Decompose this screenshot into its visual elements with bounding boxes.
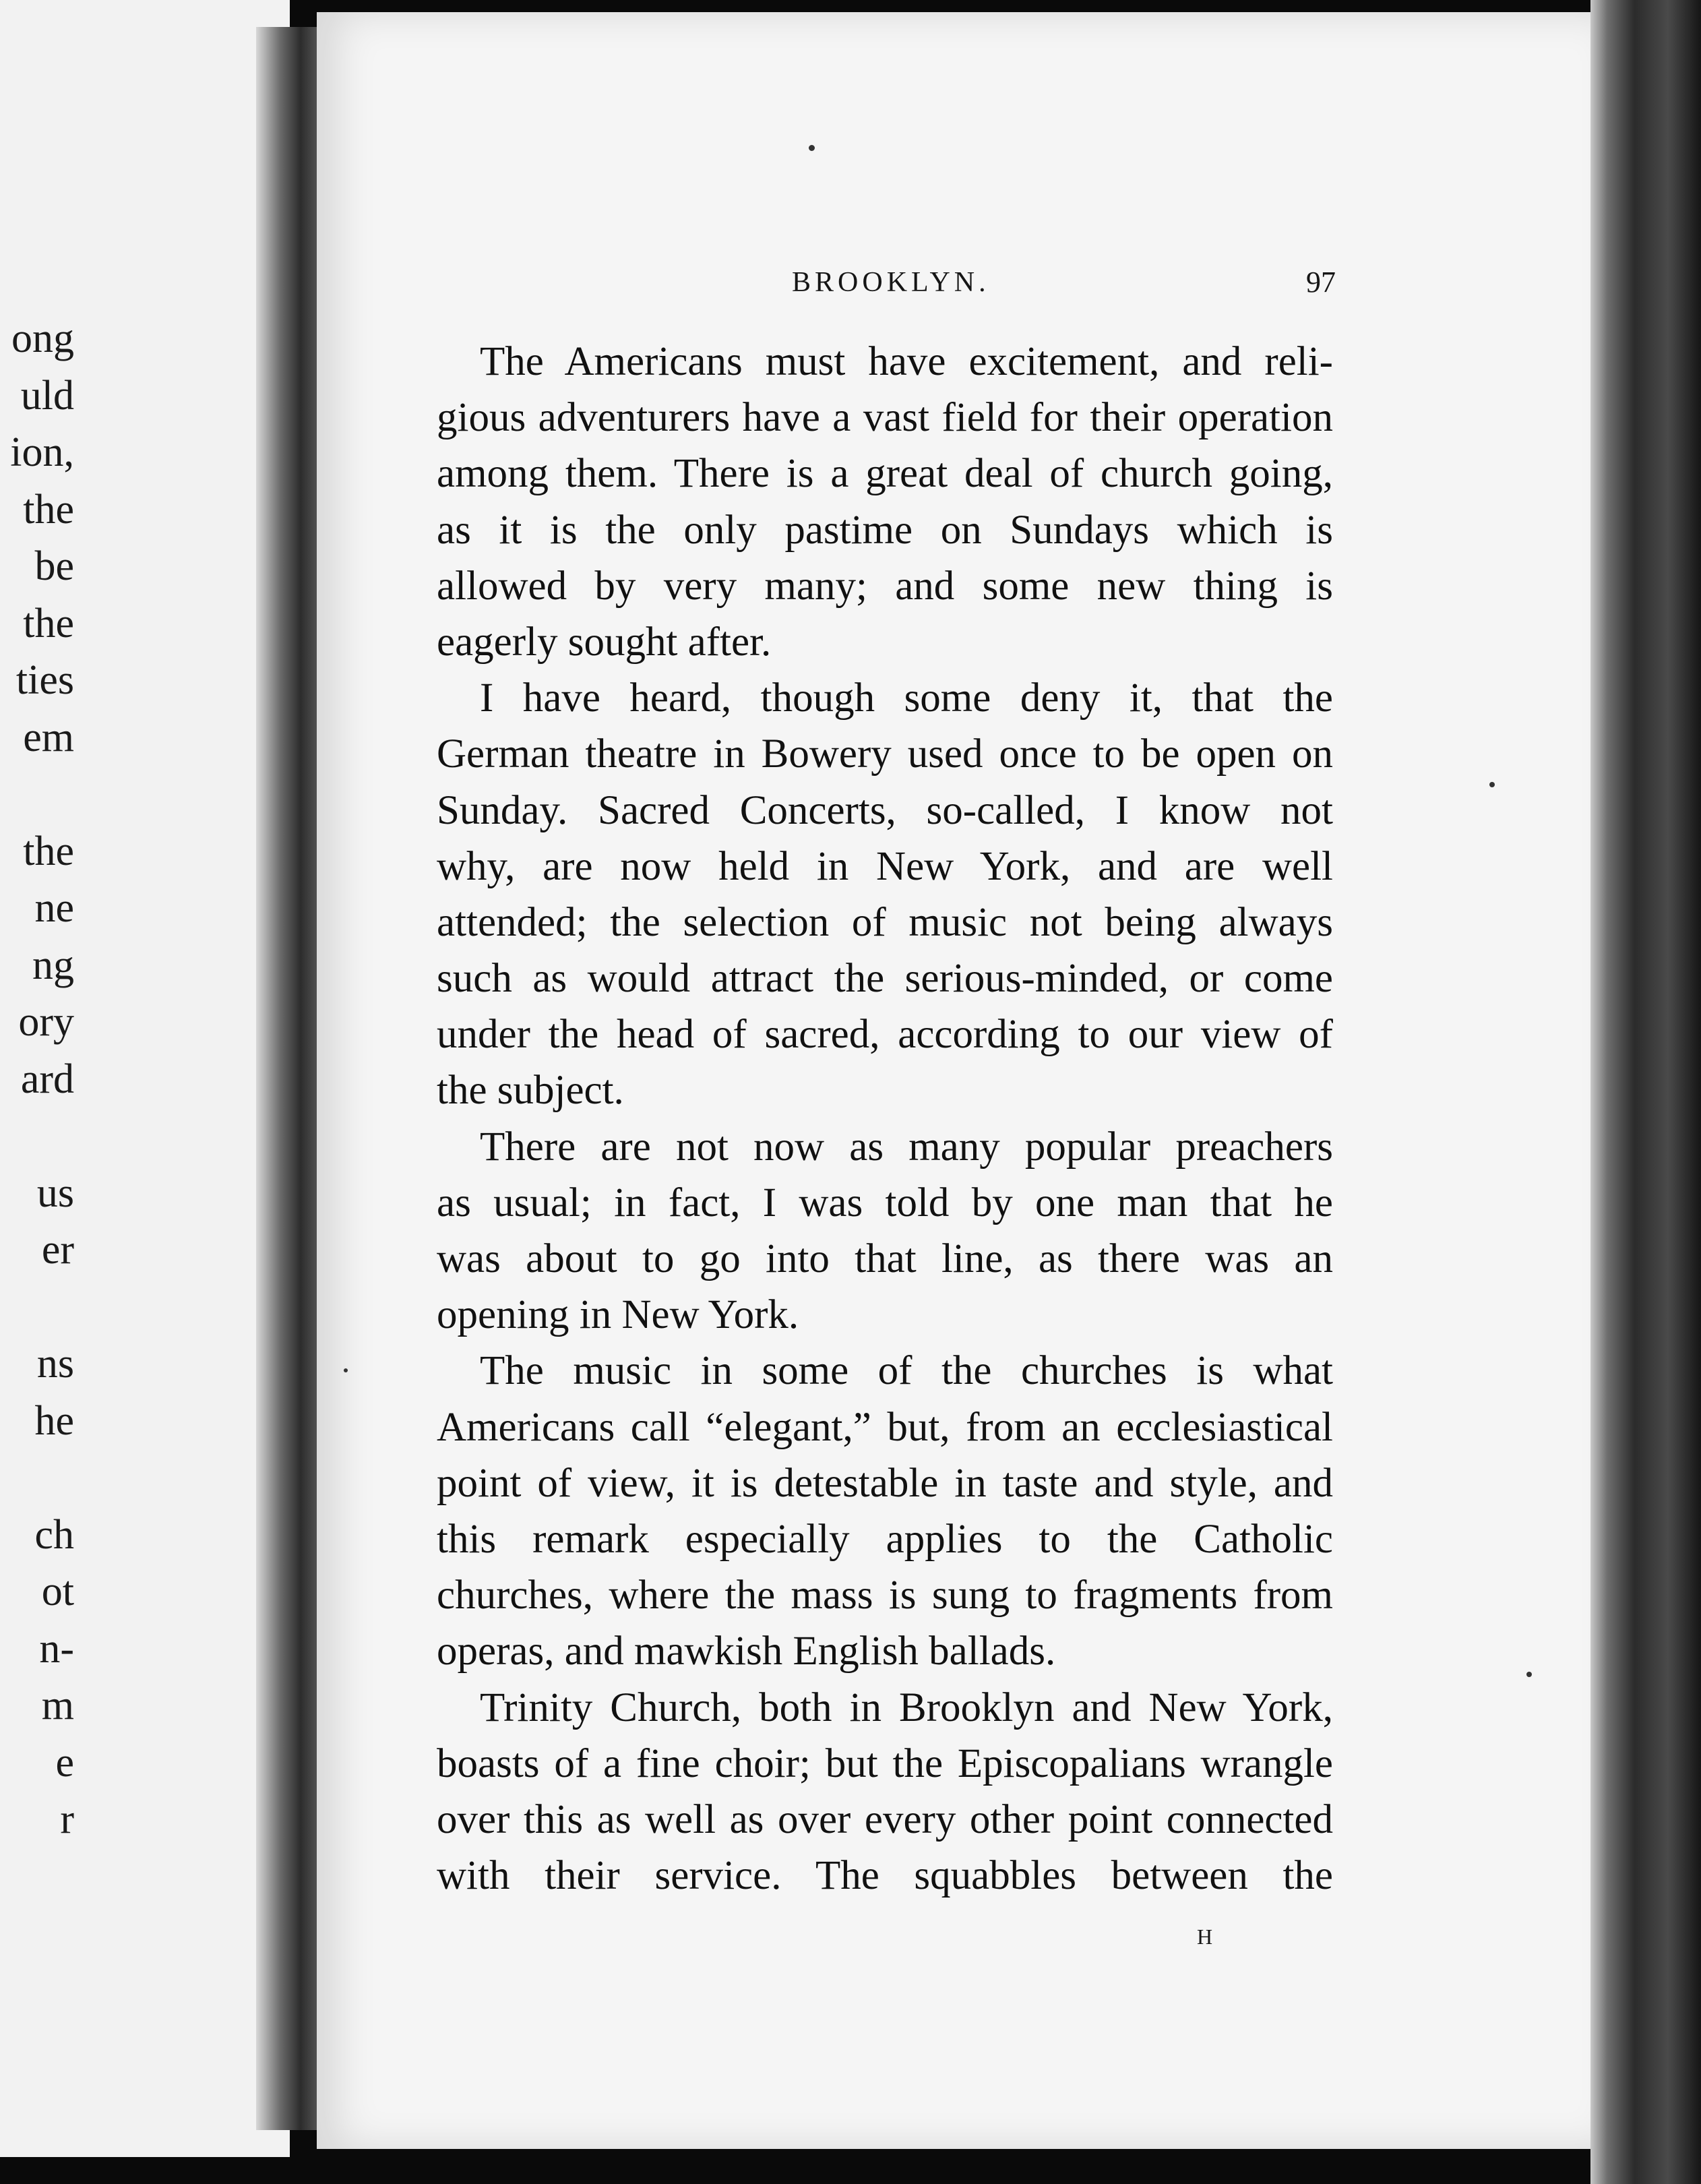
- text-line: churches, where the mass is sung to fragments from: [437, 1573, 1333, 1618]
- left-page-fragment: uld: [20, 372, 74, 419]
- left-page-fragment: ot: [41, 1569, 74, 1614]
- left-page-fragment: n-: [39, 1625, 74, 1672]
- left-page-fragment: ties: [16, 657, 74, 703]
- left-page-fragment: em: [23, 714, 74, 760]
- text-line: The music in some of the churches is what: [480, 1348, 1333, 1394]
- signature-mark: H: [1197, 1924, 1214, 1949]
- book-edge: [1590, 0, 1701, 2184]
- text-line: the subject.: [437, 1068, 624, 1114]
- text-line: attended; the selection of music not being always: [437, 899, 1333, 945]
- text-line: operas, and mawkish English ballads.: [437, 1629, 1056, 1674]
- left-page-fragment: the: [23, 828, 74, 874]
- left-page-fragment: ion,: [10, 429, 74, 475]
- text-line: Trinity Church, both in Brooklyn and New York,: [480, 1685, 1333, 1730]
- left-page-fragment: m: [41, 1682, 74, 1728]
- left-page-fragment: ong: [11, 315, 74, 361]
- text-line: German theatre in Bowery used once to be open on: [437, 731, 1333, 777]
- text-line: was about to go into that line, as there was an: [437, 1236, 1333, 1281]
- text-line: Americans call “elegant,” but, from an ecclesiastical: [437, 1404, 1333, 1450]
- left-page-fragment: [0, 766, 74, 823]
- text-line: among them. There is a great deal of church going,: [437, 451, 1333, 497]
- left-page-fragment: ory: [18, 999, 74, 1045]
- left-page-fragment: us: [36, 1170, 74, 1216]
- left-page-fragment: er: [41, 1227, 74, 1273]
- text-line: with their service. The squabbles between the: [437, 1853, 1333, 1899]
- text-line: The Americans must have excitement, and reli-: [480, 339, 1333, 384]
- text-line: point of view, it is detestable in taste and style, and: [437, 1460, 1333, 1506]
- left-page-fragment: ch: [34, 1511, 74, 1558]
- text-line: There are not now as many popular preachers: [480, 1124, 1333, 1170]
- text-line: under the head of sacred, according to our view of: [437, 1012, 1333, 1058]
- left-page-fragment: ns: [36, 1341, 74, 1387]
- text-line: opening in New York.: [437, 1292, 799, 1338]
- left-page-fragment: [0, 1449, 74, 1507]
- text-line: Sunday. Sacred Concerts, so-called, I know not: [437, 787, 1333, 833]
- left-page-fragment: ne: [34, 885, 74, 931]
- left-page-fragment: e: [55, 1739, 74, 1786]
- text-line: such as would attract the serious-minded, or come: [437, 956, 1333, 1002]
- text-line: as it is the only pastime on Sundays which is: [437, 507, 1333, 553]
- text-line: as usual; in fact, I was told by one man that he: [437, 1180, 1333, 1225]
- left-page-fragment: r: [60, 1796, 74, 1842]
- text-line: allowed by very many; and some new thing is: [437, 563, 1333, 609]
- page-number: 97: [1306, 266, 1336, 299]
- text-line: boasts of a fine choir; but the Episcopalians wrangle: [437, 1740, 1333, 1786]
- left-page-fragment: ng: [32, 942, 74, 988]
- left-page-fragment: [0, 1279, 74, 1336]
- left-page-fragments: [0, 310, 74, 1848]
- text-line: gious adventurers have a vast field for their operation: [437, 395, 1333, 441]
- left-page-fragment: he: [34, 1397, 74, 1444]
- running-head: BROOKLYN.: [792, 267, 990, 298]
- left-page-fragment: [0, 1108, 74, 1165]
- left-page-fragment: be: [34, 543, 74, 589]
- left-page: [0, 0, 290, 2157]
- text-line: this remark especially applies to the Catholic: [437, 1516, 1333, 1562]
- text-line: I have heard, though some deny it, that the: [480, 675, 1333, 721]
- body-text: [437, 334, 1333, 1904]
- text-line: eagerly sought after.: [437, 619, 772, 665]
- text-line: why, are now held in New York, and are well: [437, 843, 1333, 889]
- text-line: over this as well as over every other point connected: [437, 1796, 1333, 1842]
- left-page-fragment: ard: [20, 1056, 74, 1102]
- left-page-fragment: the: [23, 486, 74, 533]
- dust-speck: [809, 145, 815, 151]
- left-page-fragment: the: [23, 600, 74, 646]
- dust-speck: [1526, 1672, 1532, 1677]
- dust-speck: [344, 1368, 348, 1372]
- dust-speck: [1489, 782, 1495, 787]
